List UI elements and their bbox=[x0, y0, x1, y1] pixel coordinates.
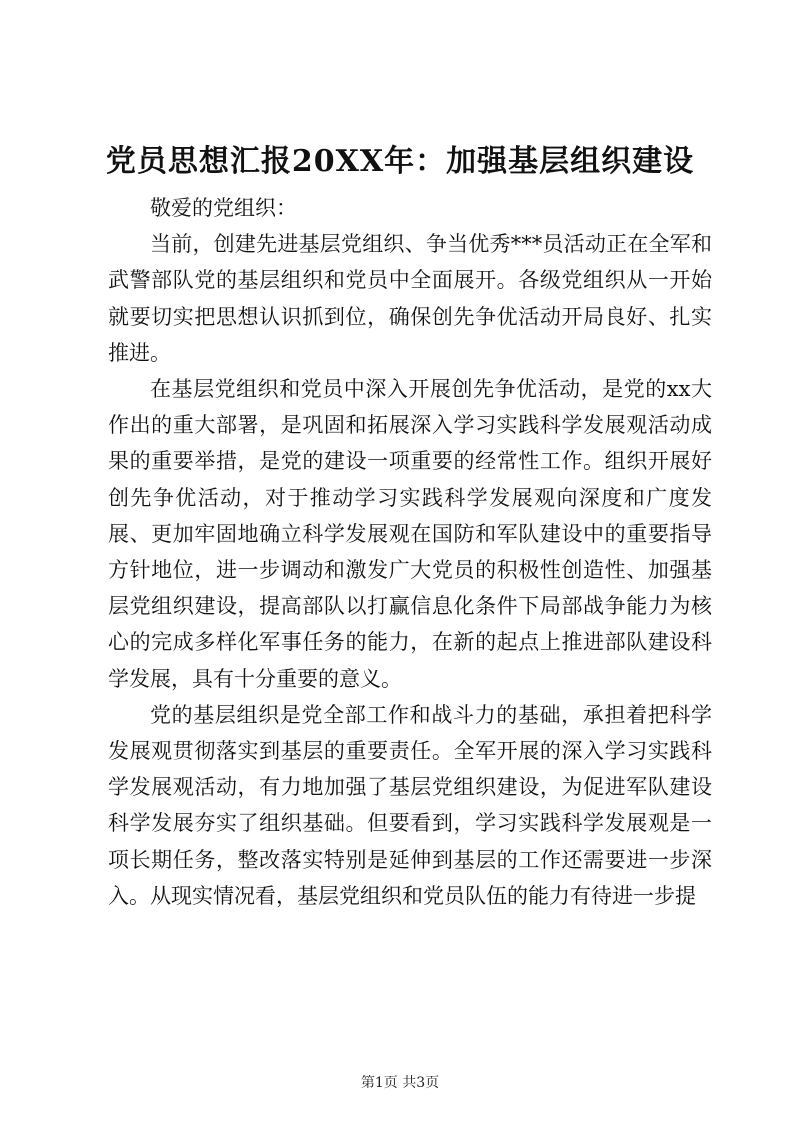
page-footer: 第1页 共3页 bbox=[360, 1075, 440, 1091]
document-body bbox=[108, 190, 712, 914]
paragraph-2: 在基层党组织和党员中深入开展创先争优活动，是党的xx大作出的重大部署，是巩固和拓展深入学习实践科学发展观活动成果的重要举措，是党的建设一项重要的经常性工作。组织开展好创先争优活动，对于推动学习实践科学发展观向深度和广度发展、更加牢固地确立科学发展观在国防和军队建设中的重要指导方针地位，进一步调动和激发广大党员的积极性创造性、加强基层党组织建设，提高部队以打赢信息化条件下局部战争能力为核心的完成多样化军事任务的能力，在新的起点上推进部队建设科学发展，具有十分重要的意义。 bbox=[108, 377, 712, 691]
document-title: 党员思想汇报20XX年：加强基层组织建设 bbox=[105, 144, 695, 179]
paragraph-1: 当前，创建先进基层党组织、争当优秀***员活动正在全军和武警部队党的基层组织和党员中全面展开。各级党组织从一开始就要切实把思想认识抓到位，确保创先争优活动开局良好、扎实推进。 bbox=[108, 232, 712, 365]
salutation: 敬爱的党组织： bbox=[150, 196, 297, 220]
paragraph-3: 党的基层组织是党全部工作和战斗力的基础，承担着把科学发展观贯彻落实到基层的重要责任。全军开展的深入学习实践科学发展观活动，有力地加强了基层党组织建设，为促进军队建设科学发展夯实了组织基础。但要看到，学习实践科学发展观是一项长期任务，整改落实特别是延伸到基层的工作还需要进一步深入。从现实情况看，基层党组织和党员队伍的能力有待进一步提 bbox=[108, 702, 712, 908]
